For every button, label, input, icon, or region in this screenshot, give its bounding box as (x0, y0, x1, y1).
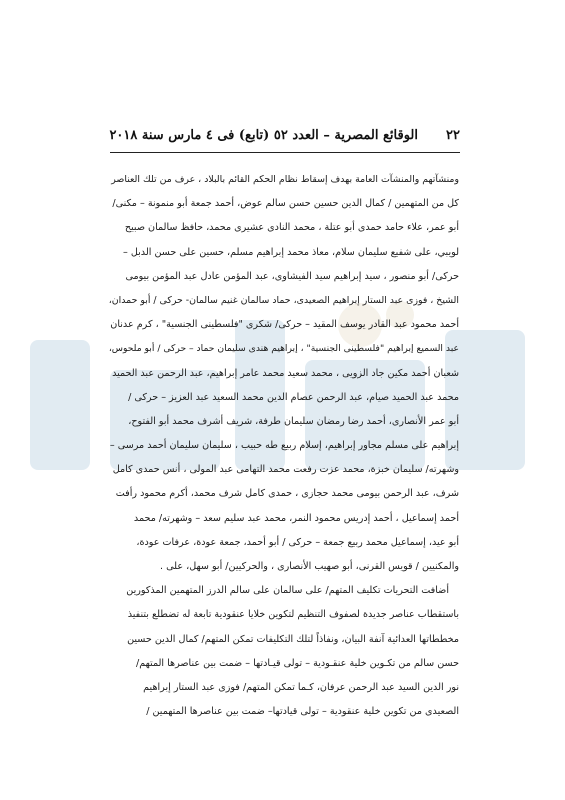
page-header (110, 128, 460, 148)
text-line: وشهرته/ سليمان خبزة، محمد عزت رفعت محمد التهامى عبد المولى ، أنس حمدى كامل (112, 464, 459, 476)
text-line: أحمد إسماعيل ، أحمد إدريس محمود النمر، محمد عبد سليم سعد – وشهرته/ محمد (133, 512, 459, 524)
text-line: ومنشآتهم والمنشآت العامة بهدف إسقاط نظام الحكم القائم بالبلاد ، عرف من تلك العناصر (111, 174, 459, 185)
text-line: إبراهيم على مسلم مجاور إبراهيم، إسلام ربيع طه حبيب ، سليمان سليمان أحمد مرسى – (109, 440, 459, 452)
text-line: مخططاتها العدائية آنفة البيان، ونفاذاً لتلك التكليفات تمكن المتهم/ كمال الدين حسين (127, 633, 459, 645)
gazette-title: الوقائع المصرية – العدد ٥٢ (تابع) فى ٤ مارس سنة ٢٠١٨ (109, 128, 418, 143)
text-line: الصعيدى من تكوين خلية عنقودية – تولى قيادتها– ضمت بين عناصرها المتهمين / (146, 706, 459, 718)
text-line: أضافت التحريات تكليف المتهم/ على سالمان على سالم الدرز المتهمين المذكورين (126, 585, 449, 597)
text-line: شرف، عبد الرحمن بيومى محمد حجازى ، حمدى كامل شرف محمد، أكرم محمود رأفت (115, 488, 459, 500)
page-number: ٢٢ (446, 128, 460, 143)
text-line: أحمد محمود عبد القادر يوسف المقيد – حركى/ شكرى "فلسطينى الجنسية" ، كرم عدنان (110, 319, 459, 331)
text-line: أبو عمر، علاء حامد حمدى أبو عتلة ، محمد النادى عشيرى محمد، حافظ سالمان صبيح (124, 222, 459, 234)
text-line: شعبان أحمد مكين جاد الزويى ، محمد سعيد محمد عامر إبراهيم، عبد الرحمن عبد الحميد (112, 367, 459, 379)
text-line: نور الدين السيد عبد الرحمن عرفان، كـما تمكن المتهم/ فوزى عبد الستار إبراهيم (143, 681, 459, 693)
text-line: كل من المتهمين / كمال الدين حسين حسن سالم عوض، أحمد جمعة أبو منمونة – مكنى/ (112, 198, 459, 210)
body-text (106, 168, 459, 724)
text-line: باستقطاب عناصر جديدة لصفوف التنظيم لتكوين خلايا عنقودية تابعة له تضطلع بتنفيذ (127, 609, 459, 621)
text-line: والمكنيين / قويس القرنى، أبو صهيب الأنصارى ، والحركيين/ أبو سهل، على . (160, 561, 459, 572)
text-line: لويبي، على شفيع سليمان سلام، معاذ محمد إبراهيم مسلم، حسين على حسن الدبل – (123, 246, 459, 258)
text-line: محمد عبد الحميد صيام، عبد الرحمن عصام الدين محمد السعيد عبد العزيز – حركى / (128, 391, 459, 403)
text-line: حركى/ أبو منصور ، سيد إبراهيم سيد الفيشاوى، عبد المؤمن عادل عبد المؤمن بيومى (125, 270, 459, 282)
text-line: حسن سالم من تكـوين خلية عنقـودية – تولى قيـادتها – ضمت بين عناصرها المتهم/ (136, 657, 459, 669)
text-line: الشيخ ، فوزى عبد الستار إبراهيم الصعيدى، حماد سالمان غنيم سالمان- حركى / أبو حمدان، (108, 294, 459, 306)
text-line: أبو عيد، إسماعيل محمد ربيع جمعة – حركى / أبو أحمد، جمعة عودة، عرفات عودة، (136, 536, 459, 548)
text-line: عبد السميع إبراهيم "فلسطينى الجنسية" ، إبراهيم هندى سليمان حماد – حركى / أبو ملحوس، (108, 343, 459, 355)
text-line: أبو عمر الأنصارى، أحمد رضا رمضان سليمان طرفة، شريف أشرف محمد أبو الفتوح، (128, 415, 459, 427)
header-divider (110, 152, 460, 153)
